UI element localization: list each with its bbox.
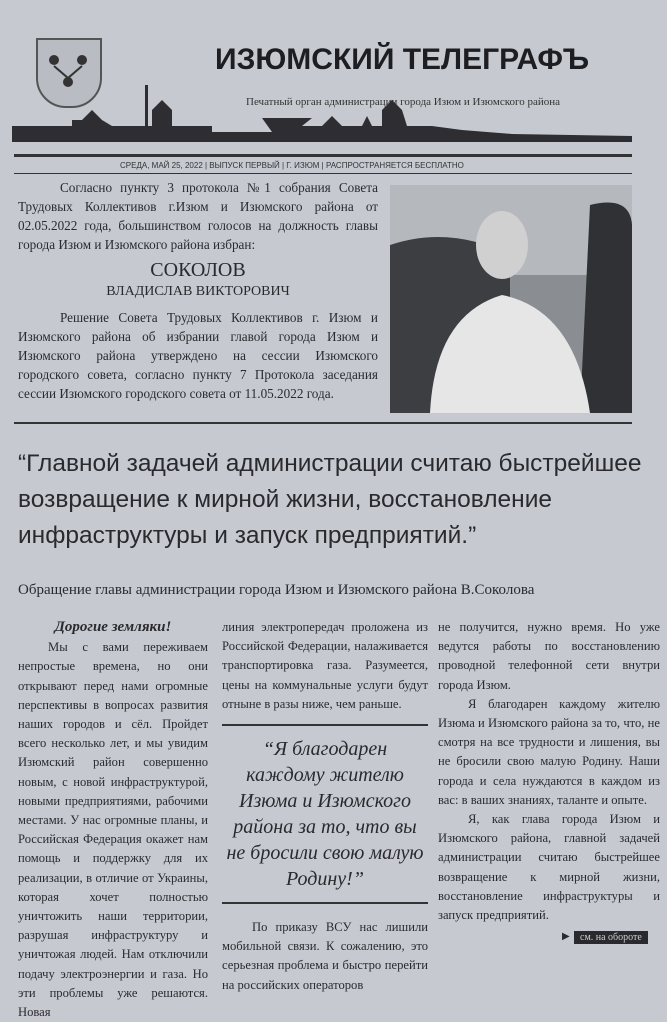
article-text: Я благодарен каждому жителю Изюма и Изюмского района за то, что, не смотря на все трудности и лишения, вы не бросили свою малую Родину. Наши города и села нуждаются в каждом из вас: в ваших знаниях, таланте и опыте. — [438, 696, 660, 807]
article-text: По приказу ВСУ нас лишили мобильной связи. К сожалению, это серьезная проблема и быстро перейти на российских операторов — [222, 920, 428, 992]
continued-overleaf-label: см. на обороте — [574, 931, 648, 944]
article-column-1 — [18, 618, 208, 1022]
appeal-heading: Обращение главы администрации города Изюм и Изюмского района В.Соколова — [18, 582, 535, 598]
arrow-right-icon: ▶ — [562, 931, 570, 942]
decision-text: Решение Совета Трудовых Коллективов г. Изюм и Изюмского района об избрании главой города Изюм и Изюмского района утверждено на сессии Изюмского городского совета, согласно пункту 7 Протокола заседания сессии Изюмского городского совета от 11.05.2022 года. — [18, 310, 378, 401]
article-column-2 — [222, 618, 428, 995]
elected-given-names: ВЛАДИСЛАВ ВИКТОРОВИЧ — [106, 284, 290, 299]
masthead-divider — [14, 154, 632, 157]
issue-dateline: СРЕДА, МАЙ 25, 2022 | ВЫПУСК ПЕРВЫЙ | Г. ИЗЮМ | РАСПРОСТРАНЯЕТСЯ БЕСПЛАТНО — [120, 161, 464, 170]
announcement-text: Согласно пункту 3 протокола №1 собрания Совета Трудовых Коллективов г.Изюм и Изюмского района от 02.05.2022 года, большинством голосов на должность главы города Изюм и Изюмского района избран: — [18, 180, 378, 252]
elected-surname: СОКОЛОВ — [150, 259, 246, 281]
newspaper-title: ИЗЮМСКИЙ ТЕЛЕГРАФЪ — [215, 43, 590, 76]
article-text: Я, как глава города Изюм и Изюмского района, главной задачей администрации считаю быстрейшее возвращение к мирной жизни, восстановление инфраструктуры и запуск предприятий. — [438, 812, 660, 923]
article-column-3 — [438, 618, 660, 925]
city-skyline-illustration — [12, 80, 652, 160]
section-divider — [14, 422, 632, 424]
headline-quote: “Главной задачей администрации считаю быстрейшее возвращение к мирной жизни, восстановление инфраструктуры и запуск предприятий.” — [18, 450, 642, 549]
pull-quote: “Я благодарен каждому жителю Изюма и Изюмского района за то, что вы не бросили свою малую Родину!” — [222, 724, 428, 904]
article-text: не получится, нужно время. Но уже ведутся работы по восстановлению проводной телефонной сети внутри города Изюм. — [438, 620, 660, 692]
article-text: Мы с вами переживаем непростые времена, но они открывают перед нами огромные перспективы в вопросах развития наших городов и сёл. Пройдет всего несколько лет, и мы увидим Изюмский район совершенно новым, с новой инфраструктурой, новыми предприятиями, рабочими местами. У нас огромные планы, и Российская Федерация окажет нам помощь и поддержку для их реализации, в отличие от Украины, которая хочет полностью уничтожить наши территории, разрушая инфраструктуру и уничтожая людей. Нам отключили подачу электроэнергии и газа. Но эти проблемы уже решаются. Новая — [18, 640, 208, 1020]
dateline-divider — [14, 173, 632, 174]
greeting: Дорогие земляки! — [54, 619, 172, 635]
article-text: линия электропередач проложена из Российской Федерации, налаживается транспортировка газа. Разумеется, цены на коммунальные услуги будут отныне в разы ниже, чем раньше. — [222, 620, 428, 711]
portrait-photo — [390, 185, 632, 413]
newspaper-subtitle: Печатный орган администрации города Изюм и Изюмского района — [246, 96, 561, 108]
election-announcement — [18, 178, 378, 403]
